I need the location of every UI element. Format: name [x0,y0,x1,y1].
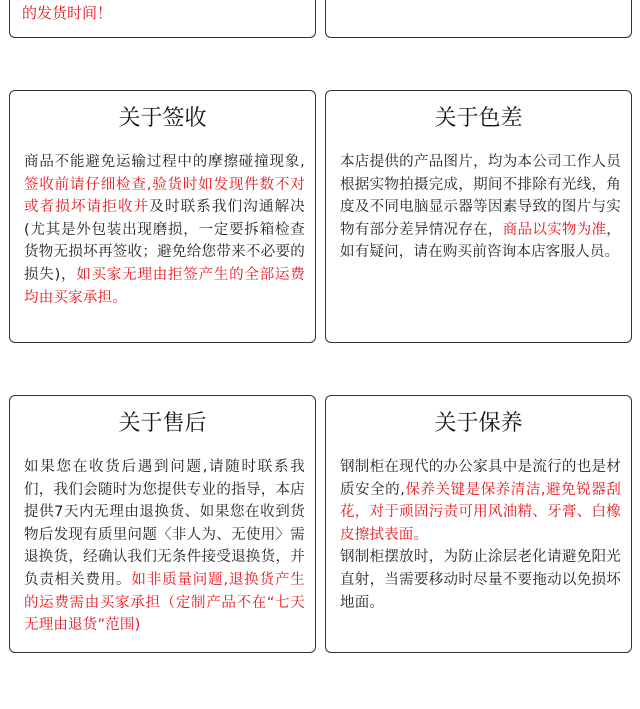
top-left-card [9,0,316,38]
after-sales-card-body [24,456,305,637]
after-sales-card [9,395,316,653]
color-card-title: 关于色差 [434,106,523,131]
care-card-body [340,456,621,614]
care-card [325,395,632,653]
body-text: 如果您在收货后遇到问题,请随时联系我们，我们会随时为您提供专业的指导，本店提供7天内无理由退换货、如果您在收到货物后发现有质里问题〈非人为、无使用〉需退换货，经确认我们无条件接受退换货，并负责相关费用。 [24,459,305,588]
body-text: 本店提供的产品图片，均为本公司工作人员根据实物拍摄完成，期间不排除有光线，角度及不同电脑显示器等因素导致的图片与实物有部分差异情况存在， [340,154,621,238]
highlighted-text: 如买家无理由拒签产生的全部运费均由买家承担。 [24,266,306,306]
body-text: ，如有疑问，请在购买前咨询本店客服人员。 [340,221,621,261]
color-card [325,90,632,343]
after-sales-card-title: 关于售后 [118,411,207,436]
top-card-text: 的发货时间！ [22,4,113,22]
care-card-title: 关于保养 [434,411,523,436]
highlighted-text: 保养关键是保养清洁,避免锐器刮花，对于顽固污责可用风油精、牙膏、白橡皮擦拭表面。 [340,481,622,543]
sign-card-title: 关于签收 [118,106,207,131]
body-text: 及时联系我们沟通解决(尤其是外包装出现磨损，一定要拆箱检查货物无损坏再签收；避免给您带来不必要的损失)， [24,199,305,283]
sign-card [9,90,316,343]
body-text: 钢制柜在现代的办公家具中是流行的也是材质安全的, [340,459,621,498]
sign-card-body [24,151,305,309]
highlighted-text: 签收前请仔细检查,验货时如发现件数不对或者损坏请拒收并 [24,176,305,216]
top-right-card [325,0,632,38]
highlighted-text: 商品以实物为准 [502,221,607,238]
body-text: 商品不能避免运输过程中的摩擦碰撞现象, [24,154,305,170]
body-text: 钢制柜摆放时，为防止涂层老化请避免阳光直射，当需要移动时尽量不要拖动以免损坏地面。 [340,549,621,611]
highlighted-text: 如非质量问题,退换货产生的运费需由买家承担（定制产品不在“七天无理由退货”范围) [24,571,305,634]
color-card-body [340,151,621,264]
